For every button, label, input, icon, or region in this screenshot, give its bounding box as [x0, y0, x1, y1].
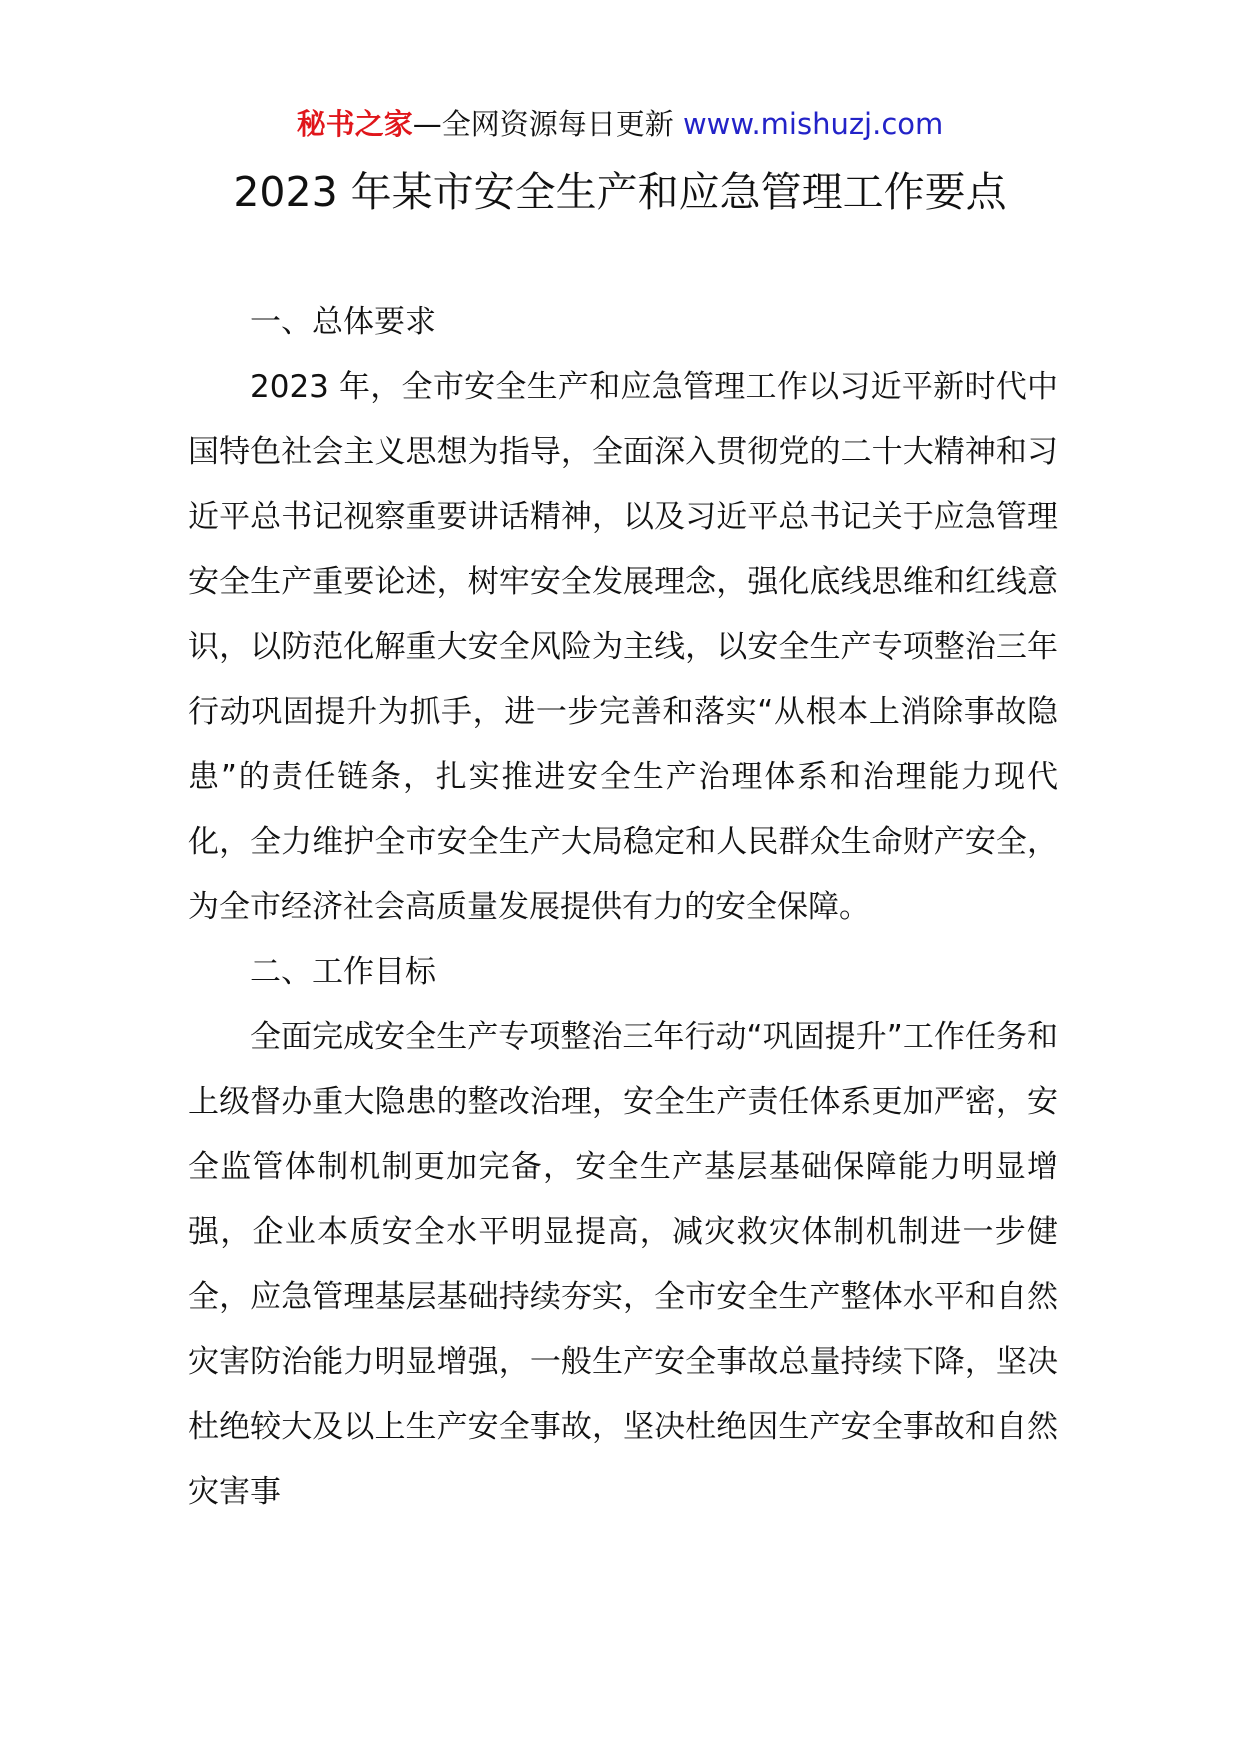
- site-tagline: —全网资源每日更新: [412, 107, 674, 141]
- site-url-link[interactable]: www.mishuzj.com: [682, 107, 944, 141]
- section-paragraph-overall-requirements: 2023 年，全市安全生产和应急管理工作以习近平新时代中国特色社会主义思想为指导，全面深入贯彻党的二十大精神和习近平总书记视察重要讲话精神，以及习近平总书记关于应急管理安全生产重要论述，树牢安全发展理念，强化底线思维和红线意识，以防范化解重大安全风险为主线，以安全生产专项整治三年行动巩固提升为抓手，进一步完善和落实“从根本上消除事故隐患”的责任链条，扎实推进安全生产治理体系和治理能力现代化，全力维护全市安全生产大局稳定和人民群众生命财产安全，为全市经济社会高质量发展提供有力的安全保障。: [188, 369, 1058, 925]
- site-brand: 秘书之家: [296, 107, 413, 141]
- document-title: 2023 年某市安全生产和应急管理工作要点: [233, 168, 1007, 216]
- section-paragraph-work-goals: 全面完成安全生产专项整治三年行动“巩固提升”工作任务和上级督办重大隐患的整改治理，安全生产责任体系更加严密，安全监管体制机制更加完备，安全生产基层基础保障能力明显增强，企业本质安全水平明显提高，减灾救灾体制机制进一步健全，应急管理基层基础持续夯实，全市安全生产整体水平和自然灾害防治能力明显增强，一般生产安全事故总量持续下降，坚决杜绝较大及以上生产安全事故，坚决杜绝因生产安全事故和自然灾害事: [188, 1019, 1058, 1510]
- document-body: [188, 290, 1058, 1525]
- site-banner: [0, 104, 1240, 144]
- section-heading-work-goals: 二、工作目标: [250, 954, 436, 990]
- section-heading-overall-requirements: 一、总体要求: [250, 304, 436, 340]
